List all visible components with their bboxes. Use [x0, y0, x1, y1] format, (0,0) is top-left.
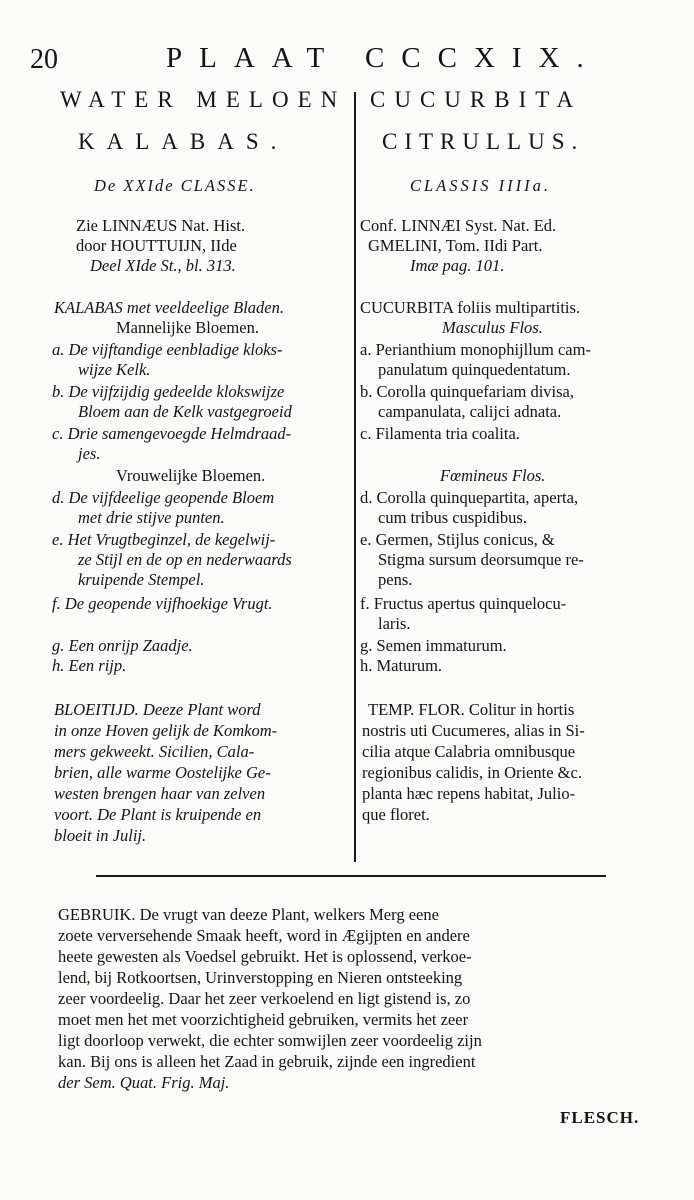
dutch-flowering-line5: westen brengen haar van zelven [54, 784, 266, 803]
latin-item-e-line1: e. Germen, Stijlus conicus, & [360, 530, 555, 549]
latin-flowering-line2: nostris uti Cucumeres, alias in Si- [362, 721, 585, 740]
dutch-flowering-line3: mers gekweekt. Sicilien, Cala- [54, 742, 255, 761]
latin-male-heading: Masculus Flos. [442, 318, 543, 337]
latin-item-e-line3: pens. [378, 570, 413, 589]
latin-item-h: h. Maturum. [360, 656, 443, 675]
dutch-item-d-line1: d. De vijfdeelige geopende Bloem [52, 488, 275, 507]
usage-line6: moet men het met voorzichtigheid gebruiken, vermits het zeer [58, 1010, 469, 1029]
dutch-flowering-line2: in onze Hoven gelijk de Komkom- [54, 721, 278, 740]
latin-item-a-line2: panulatum quinquedentatum. [378, 360, 571, 379]
dutch-class: De XXIde CLASSE. [94, 176, 256, 195]
column-divider [354, 92, 356, 862]
dutch-flowering-line7: bloeit in Julij. [54, 826, 147, 845]
dutch-item-g: g. Een onrijp Zaadje. [52, 636, 193, 655]
usage-line8: kan. Bij ons is alleen het Zaad in gebruik, zijnde een ingredient [58, 1052, 476, 1071]
dutch-item-e-line1: e. Het Vrugtbeginzel, de kegelwij- [52, 530, 276, 549]
dutch-title-line1: WATER MELOEN [60, 87, 347, 112]
latin-class: CLASSIS IIIIa. [410, 176, 551, 195]
latin-flowering-line6: que floret. [362, 805, 430, 824]
latin-description-title: CUCURBITA foliis multipartitis. [360, 298, 581, 317]
latin-item-f-line1: f. Fructus apertus quinquelocu- [360, 594, 567, 613]
usage-line7: ligt doorloop verwekt, die echter somwijlen zeer voordeelig zijn [58, 1031, 482, 1050]
dutch-flowering-line6: voort. De Plant is kruipende en [54, 805, 262, 824]
dutch-male-heading: Mannelijke Bloemen. [116, 318, 259, 337]
dutch-item-c-line1: c. Drie samengevoegde Helmdraad- [52, 424, 292, 443]
dutch-item-a-line2: wijze Kelk. [78, 360, 151, 379]
dutch-item-h: h. Een rijp. [52, 656, 127, 675]
latin-item-d-line1: d. Corolla quinquepartita, aperta, [360, 488, 579, 507]
latin-item-c: c. Filamenta tria coalita. [360, 424, 520, 443]
dutch-item-a-line1: a. De vijftandige eenbladige kloks- [52, 340, 283, 359]
usage-line3: heete gewesten als Voedsel gebruikt. Het is oplossend, verkoe- [58, 947, 472, 966]
usage-line2: zoete verversehende Smaak heeft, word in Ægijpten en andere [58, 926, 470, 945]
dutch-item-b-line2: Bloem aan de Kelk vastgegroeid [78, 402, 292, 421]
latin-item-a-line1: a. Perianthium monophijllum cam- [360, 340, 591, 359]
dutch-item-f: f. De geopende vijfhoekige Vrugt. [52, 594, 273, 613]
latin-female-heading: Fœmineus Flos. [440, 466, 546, 485]
latin-item-g: g. Semen immaturum. [360, 636, 507, 655]
dutch-ref-line2: door HOUTTUIJN, IIde [76, 236, 237, 255]
dutch-description-title: KALABAS met veeldeelige Bladen. [54, 298, 285, 317]
dutch-item-e-line3: kruipende Stempel. [78, 570, 205, 589]
dutch-ref-line3: Deel XIde St., bl. 313. [90, 256, 236, 275]
dutch-item-c-line2: jes. [78, 444, 101, 463]
latin-ref-line3: Imæ pag. 101. [410, 256, 505, 275]
catchword: FLESCH. [560, 1108, 640, 1127]
dutch-item-d-line2: met drie stijve punten. [78, 508, 225, 527]
section-rule [96, 875, 606, 877]
usage-line4: lend, bij Rotkoortsen, Urinverstopping en Nieren ontsteeking [58, 968, 463, 987]
latin-item-b-line1: b. Corolla quinquefariam divisa, [360, 382, 574, 401]
latin-flowering-line1: TEMP. FLOR. Colitur in hortis [368, 700, 575, 719]
dutch-item-e-line2: ze Stijl en de op en nederwaards [78, 550, 292, 569]
dutch-title-line2: KALABAS. [78, 129, 289, 154]
usage-line9: der Sem. Quat. Frig. Maj. [58, 1073, 230, 1092]
usage-line5: zeer voordeelig. Daar het zeer verkoelend en ligt gistend is, zo [58, 989, 471, 1008]
dutch-ref-line1: Zie LINNÆUS Nat. Hist. [76, 216, 246, 235]
dutch-flowering-line1: BLOEITIJD. Deeze Plant word [54, 700, 261, 719]
latin-flowering-line5: planta hæc repens habitat, Julio- [362, 784, 576, 803]
latin-item-f-line2: laris. [378, 614, 411, 633]
latin-item-b-line2: campanulata, calijci adnata. [378, 402, 562, 421]
plate-heading: PLAAT CCCXIX. [166, 42, 601, 74]
latin-item-e-line2: Stigma sursum deorsumque re- [378, 550, 584, 569]
page-number: 20 [30, 44, 58, 75]
latin-title-line2: CITRULLUS. [382, 129, 585, 154]
usage-line1: GEBRUIK. De vrugt van deeze Plant, welkers Merg eene [58, 905, 439, 924]
latin-ref-line2: GMELINI, Tom. IIdi Part. [368, 236, 543, 255]
dutch-female-heading: Vrouwelijke Bloemen. [116, 466, 266, 485]
latin-title-line1: CUCURBITA [370, 87, 583, 112]
latin-flowering-line4: regionibus calidis, in Oriente &c. [362, 763, 582, 782]
dutch-item-b-line1: b. De vijfzijdig gedeelde klokswijze [52, 382, 285, 401]
latin-ref-line1: Conf. LINNÆI Syst. Nat. Ed. [360, 216, 557, 235]
dutch-flowering-line4: brien, alle warme Oostelijke Ge- [54, 763, 271, 782]
latin-flowering-line3: cilia atque Calabria omnibusque [362, 742, 576, 761]
latin-item-d-line2: cum tribus cuspidibus. [378, 508, 527, 527]
